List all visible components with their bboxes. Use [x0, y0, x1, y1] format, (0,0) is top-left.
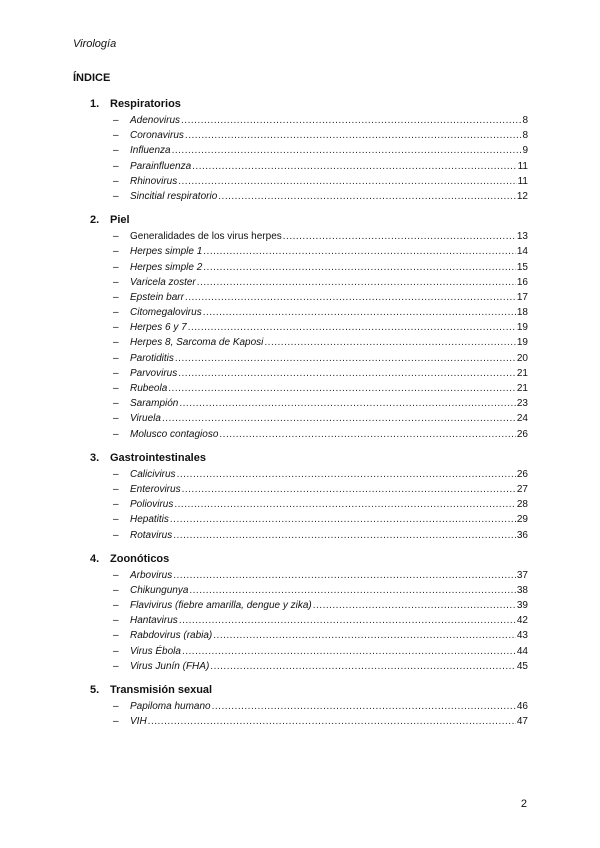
toc-entry [73, 467, 528, 482]
entry-title: Poliovirus [130, 499, 174, 511]
dot-leader [179, 613, 516, 628]
dot-leader [181, 113, 521, 128]
dash-bullet: – [113, 261, 119, 273]
entry-page-number: 11 [517, 160, 528, 172]
entry-title: Parvovirus [130, 367, 178, 379]
dot-leader [174, 497, 516, 512]
entry-title: Citomegalovirus [130, 307, 202, 319]
dash-bullet: – [113, 130, 119, 142]
dash-bullet: – [113, 514, 119, 526]
toc-entry [73, 613, 528, 628]
entry-page-number: 37 [516, 569, 528, 581]
toc-entry [73, 143, 528, 158]
toc-entry [73, 174, 528, 189]
entry-page-number: 13 [516, 231, 528, 243]
document-header: Virología [73, 38, 117, 50]
toc-section [73, 683, 528, 729]
toc-entry [73, 512, 528, 527]
entry-list [73, 699, 528, 729]
dot-leader [179, 396, 516, 411]
section-number: 2. [90, 214, 100, 227]
entry-title: Arbovirus [130, 569, 173, 581]
dash-bullet: – [113, 276, 119, 288]
section-title: Gastrointestinales [110, 451, 206, 464]
toc-entry [73, 482, 528, 497]
dash-bullet: – [113, 615, 119, 627]
dot-leader [185, 128, 522, 143]
entry-page-number: 36 [516, 529, 528, 541]
dash-bullet: – [113, 529, 119, 541]
dash-bullet: – [113, 499, 119, 511]
toc-entry [73, 128, 528, 143]
dot-leader [203, 305, 516, 320]
entry-title: Rotavirus [130, 529, 173, 541]
dot-leader [172, 143, 522, 158]
entry-title: Papiloma humano [130, 701, 211, 712]
entry-title: Parainfluenza [130, 160, 192, 172]
entry-page-number: 46 [516, 701, 528, 712]
dash-bullet: – [113, 600, 119, 612]
dot-leader [185, 290, 516, 305]
toc-entry [73, 497, 528, 512]
entry-page-number: 23 [516, 398, 528, 410]
toc-entry [73, 381, 528, 396]
entry-title: Influenza [130, 145, 171, 157]
toc-entry [73, 659, 528, 674]
dash-bullet: – [113, 231, 119, 243]
entry-page-number: 12 [516, 190, 528, 202]
dash-bullet: – [113, 115, 119, 126]
entry-title: VIH [130, 716, 147, 728]
entry-title: Sincitial respiratorio [130, 190, 218, 202]
entry-page-number: 20 [516, 352, 528, 364]
toc-entry [73, 583, 528, 598]
entry-page-number: 39 [516, 600, 528, 612]
entry-page-number: 21 [516, 367, 528, 379]
entry-page-number: 44 [516, 645, 528, 657]
entry-title: Hepatitis [130, 514, 169, 526]
toc-entry [73, 159, 528, 174]
toc-entry [73, 335, 528, 350]
entry-page-number: 8 [522, 130, 528, 142]
section-heading [73, 683, 528, 697]
dot-leader [189, 583, 516, 598]
toc-entry [73, 598, 528, 613]
toc-section [73, 213, 528, 442]
dot-leader [178, 366, 516, 381]
entry-page-number: 14 [516, 246, 528, 258]
dash-bullet: – [113, 322, 119, 334]
entry-title: Viruela [130, 413, 161, 425]
dot-leader [162, 411, 516, 426]
dash-bullet: – [113, 645, 119, 657]
entry-page-number: 17 [516, 291, 528, 303]
dot-leader [177, 467, 516, 482]
toc-section [73, 451, 528, 543]
entry-title: Coronavirus [130, 130, 184, 142]
entry-page-number: 38 [516, 584, 528, 596]
dash-bullet: – [113, 383, 119, 394]
entry-page-number: 28 [516, 499, 528, 511]
entry-title: Chikungunya [130, 584, 189, 596]
dash-bullet: – [113, 716, 119, 728]
section-number: 3. [90, 451, 100, 464]
section-heading [73, 552, 528, 566]
dot-leader [168, 381, 516, 396]
page-number: 2 [520, 798, 527, 810]
dash-bullet: – [113, 701, 119, 712]
entry-title: Epstein barr [130, 291, 184, 303]
dot-leader [213, 628, 516, 643]
entry-page-number: 9 [522, 145, 528, 157]
dot-leader [210, 659, 516, 674]
dash-bullet: – [113, 367, 119, 379]
entry-page-number: 24 [516, 413, 528, 425]
entry-page-number: 45 [516, 660, 528, 672]
entry-title: Herpes simple 1 [130, 246, 203, 258]
dash-bullet: – [113, 468, 119, 480]
dash-bullet: – [113, 660, 119, 672]
toc-entry [73, 320, 528, 335]
entry-title: Enterovirus [130, 483, 181, 495]
section-number: 1. [90, 98, 100, 110]
toc-entry [73, 260, 528, 275]
toc-entry [73, 714, 528, 729]
section-heading [73, 97, 528, 111]
section-heading [73, 213, 528, 227]
dot-leader [218, 189, 516, 204]
entry-page-number: 19 [516, 337, 528, 349]
dot-leader [212, 699, 516, 714]
entry-list [73, 229, 528, 442]
index-title: ÍNDICE [73, 72, 111, 84]
entry-page-number: 18 [516, 307, 528, 319]
dash-bullet: – [113, 307, 119, 319]
entry-title: Parotiditis [130, 352, 174, 364]
toc-entry [73, 644, 528, 659]
dot-leader [178, 174, 516, 189]
toc-entry [73, 351, 528, 366]
dot-leader [148, 714, 516, 729]
dash-bullet: – [113, 352, 119, 364]
entry-page-number: 26 [516, 428, 528, 440]
entry-title: Herpes 6 y 7 [130, 322, 187, 334]
entry-title: Virus Ébola [130, 645, 181, 657]
dot-leader [170, 512, 516, 527]
entry-page-number: 8 [522, 115, 528, 126]
entry-title: Generalidades de los virus herpes [130, 231, 282, 243]
entry-page-number: 26 [516, 468, 528, 480]
entry-title: Calicivirus [130, 468, 176, 480]
dash-bullet: – [113, 483, 119, 495]
entry-title: Herpes simple 2 [130, 261, 203, 273]
section-heading [73, 451, 528, 465]
toc-entry [73, 528, 528, 543]
toc-entry [73, 189, 528, 204]
entry-page-number: 29 [516, 514, 528, 526]
dot-leader [173, 568, 516, 583]
entry-title: Adenovirus [130, 115, 181, 126]
dash-bullet: – [113, 190, 119, 202]
section-title: Zoonóticos [110, 552, 170, 565]
dot-leader [197, 275, 516, 290]
entry-page-number: 42 [516, 615, 528, 627]
section-number: 5. [90, 684, 100, 696]
toc-entry [73, 699, 528, 714]
toc-entry [73, 568, 528, 583]
entry-list [73, 113, 528, 204]
toc-entry [73, 427, 528, 442]
entry-page-number: 11 [517, 175, 528, 187]
dot-leader [283, 229, 516, 244]
toc-entry [73, 396, 528, 411]
toc-entry [73, 366, 528, 381]
dash-bullet: – [113, 337, 119, 349]
dot-leader [175, 351, 516, 366]
dash-bullet: – [113, 175, 119, 187]
entry-title: Rubeola [130, 383, 168, 394]
entry-page-number: 21 [516, 383, 528, 394]
toc-entry [73, 229, 528, 244]
dot-leader [264, 335, 515, 350]
toc-entry [73, 113, 528, 128]
dash-bullet: – [113, 569, 119, 581]
entry-title: Varicela zoster [130, 276, 196, 288]
dot-leader [203, 260, 516, 275]
entry-list [73, 467, 528, 543]
dash-bullet: – [113, 413, 119, 425]
dot-leader [313, 598, 516, 613]
toc-entry [73, 305, 528, 320]
entry-title: Rabdovirus (rabia) [130, 630, 213, 642]
dash-bullet: – [113, 160, 119, 172]
entry-title: Hantavirus [130, 615, 178, 627]
toc-entry [73, 290, 528, 305]
entry-title: Rhinovirus [130, 175, 178, 187]
entry-page-number: 43 [516, 630, 528, 642]
dash-bullet: – [113, 398, 119, 410]
entry-page-number: 15 [516, 261, 528, 273]
dot-leader [219, 427, 515, 442]
dot-leader [203, 244, 516, 259]
table-of-contents [73, 97, 528, 738]
dash-bullet: – [113, 246, 119, 258]
entry-page-number: 47 [516, 716, 528, 728]
toc-section [73, 552, 528, 674]
entry-title: Molusco contagioso [130, 428, 219, 440]
dash-bullet: – [113, 428, 119, 440]
toc-entry [73, 244, 528, 259]
toc-section [73, 97, 528, 204]
toc-entry [73, 275, 528, 290]
dot-leader [173, 528, 516, 543]
dot-leader [188, 320, 516, 335]
dot-leader [182, 644, 516, 659]
entry-title: Virus Junín (FHA) [130, 660, 210, 672]
toc-entry [73, 411, 528, 426]
dash-bullet: – [113, 291, 119, 303]
dash-bullet: – [113, 145, 119, 157]
entry-list [73, 568, 528, 674]
dot-leader [182, 482, 516, 497]
section-title: Piel [110, 214, 130, 227]
entry-title: Flavivirus (fiebre amarilla, dengue y zika) [130, 600, 312, 612]
section-number: 4. [90, 552, 100, 565]
entry-title: Sarampión [130, 398, 179, 410]
entry-page-number: 16 [516, 276, 528, 288]
toc-entry [73, 628, 528, 643]
section-title: Transmisión sexual [110, 684, 213, 696]
dot-leader [192, 159, 516, 174]
section-title: Respiratorios [110, 98, 181, 110]
dash-bullet: – [113, 584, 119, 596]
entry-page-number: 27 [516, 483, 528, 495]
dash-bullet: – [113, 630, 119, 642]
entry-page-number: 19 [516, 322, 528, 334]
entry-title: Herpes 8, Sarcoma de Kaposi [130, 337, 264, 349]
